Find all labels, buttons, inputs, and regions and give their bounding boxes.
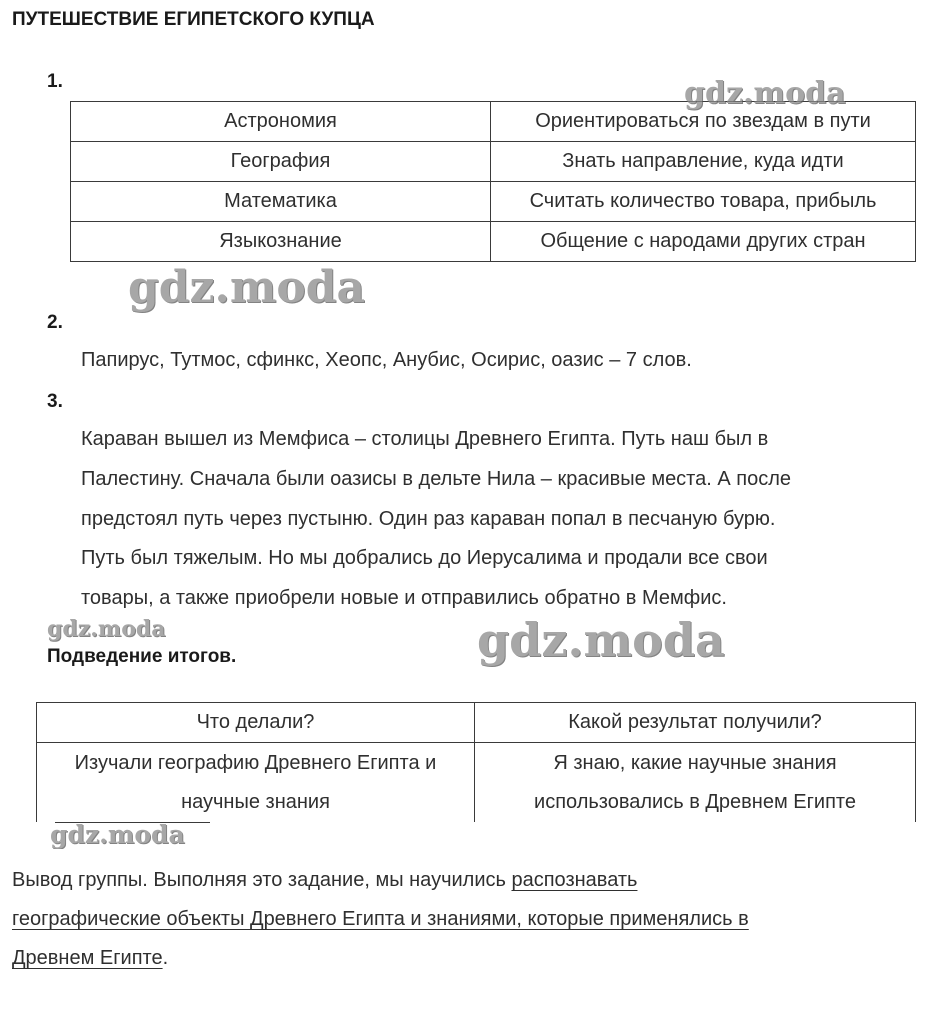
summary-heading: Подведение итогов. <box>47 646 237 667</box>
column-header-result: Какой результат получили? <box>475 703 916 743</box>
task-3-line: Караван вышел из Мемфиса – столицы Древнего Египта. Путь наш был в <box>81 428 769 450</box>
conclusion-line-2 <box>12 908 749 931</box>
watermark: gdz.moda <box>50 820 185 849</box>
table-cell-use: Общение с народами других стран <box>491 222 916 262</box>
conclusion-line-1 <box>12 869 637 892</box>
table-cell-subject: Математика <box>71 182 491 222</box>
task-2-number: 2. <box>47 312 63 333</box>
table-cell-use: Знать направление, куда идти <box>491 142 916 182</box>
table-header-row <box>37 703 916 743</box>
table-row <box>71 142 916 182</box>
watermark: gdz.moda <box>47 616 166 642</box>
conclusion-prefix: Вывод группы. Выполняя это задание, мы научились <box>12 869 512 891</box>
cell-line: использовались в Древнем Египте <box>534 790 856 813</box>
watermark: gdz.moda <box>684 76 846 111</box>
cell-line: Я знаю, какие научные знания <box>553 751 837 774</box>
conclusion-underlined: географические объекты Древнего Египта и знаниями, которые применялись в <box>12 908 749 930</box>
summary-table <box>36 702 916 822</box>
table-cell-use: Считать количество товара, прибыль <box>491 182 916 222</box>
task-3-line: Палестину. Сначала были оазисы в дельте Нила – красивые места. А после <box>81 468 791 490</box>
table-cell-subject: География <box>71 142 491 182</box>
table-cell-result <box>475 743 916 823</box>
watermark: gdz.moda <box>128 262 366 313</box>
conclusion-suffix: . <box>162 947 169 969</box>
table-cell-subject: Языкознание <box>71 222 491 262</box>
cell-line: научные знания <box>181 790 330 813</box>
column-header-what-done: Что делали? <box>37 703 475 743</box>
task-2-text: Папирус, Тутмос, сфинкс, Хеопс, Анубис, Осирис, оазис – 7 слов. <box>81 349 692 371</box>
task-1-number: 1. <box>47 71 63 92</box>
task-3-line: предстоял путь через пустыню. Один раз караван попал в песчаную бурю. <box>81 508 776 530</box>
table-row <box>71 182 916 222</box>
page-title: ПУТЕШЕСТВИЕ ЕГИПЕТСКОГО КУПЦА <box>12 9 375 30</box>
table-row <box>37 743 916 823</box>
table-cell-subject: Астрономия <box>71 102 491 142</box>
task-3-line: товары, а также приобрели новые и отправились обратно в Мемфис. <box>81 587 727 609</box>
task-3-line: Путь был тяжелым. Но мы добрались до Иерусалима и продали все свои <box>81 547 768 569</box>
task-1-table <box>70 101 916 262</box>
cell-line: Изучали географию Древнего Египта и <box>74 751 437 774</box>
watermark: gdz.moda <box>477 613 725 667</box>
table-row <box>71 222 916 262</box>
task-3-number: 3. <box>47 391 63 412</box>
conclusion-line-3 <box>12 947 168 970</box>
table-cell-what-done <box>37 743 475 823</box>
conclusion-underlined: распознавать <box>511 869 638 891</box>
conclusion-underlined: Древнем Египте <box>12 947 163 969</box>
table-cell-use: Ориентироваться по звездам в пути <box>491 102 916 142</box>
